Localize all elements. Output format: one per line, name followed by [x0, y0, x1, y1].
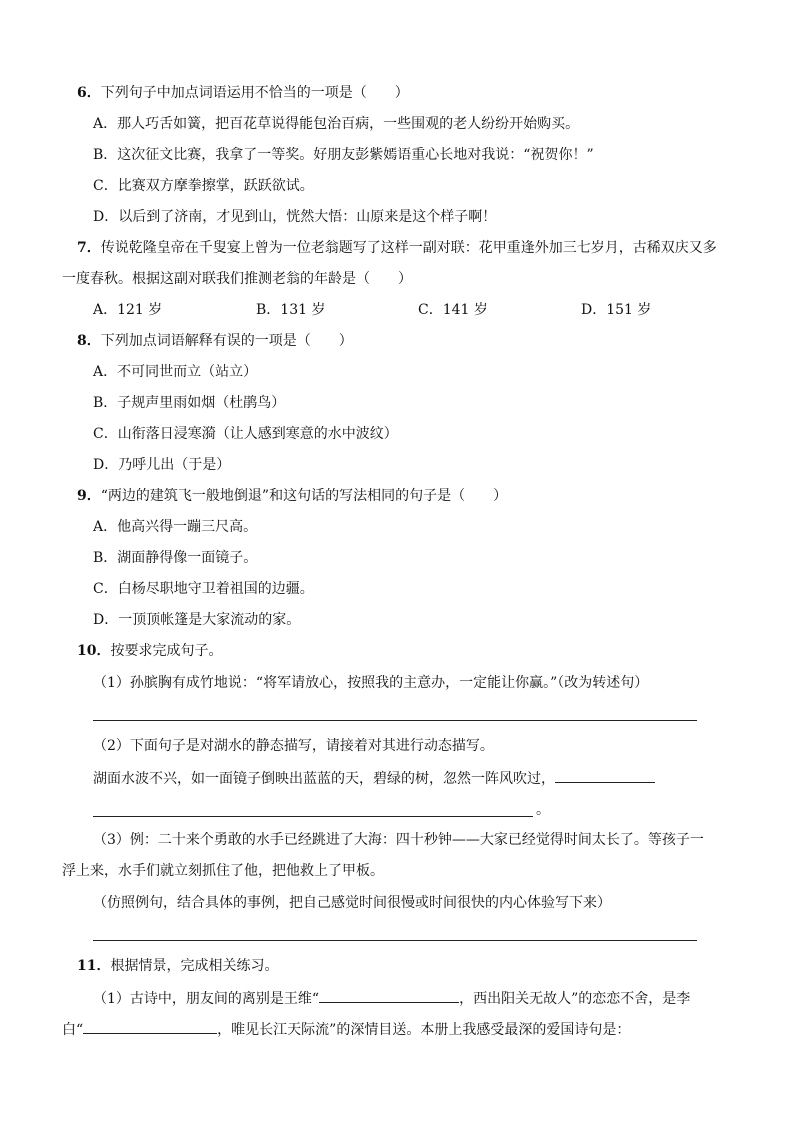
q10-part2-text: [93, 768, 655, 789]
q7-option-a: A．121 岁: [93, 302, 163, 318]
question-stem: “两边的建筑飞一般地倒退”和这句话的写法相同的句子是（ ）: [100, 488, 508, 504]
q11-part1-text-b: ，西出阳关无故人”的恋恋不舍，是李: [459, 991, 691, 1007]
q7-option-c: C．141 岁: [418, 302, 488, 318]
q8-option-d: D．乃呼儿出（于是）: [93, 457, 231, 473]
q10-part2-answer-line[interactable]: [93, 816, 533, 817]
question-stem: 下列加点词语解释有误的一项是（ ）: [100, 333, 353, 349]
q9-option-d: D．一顶顶帐篷是大家流动的家。: [93, 612, 301, 628]
q6-option-a: A．那人巧舌如簧，把百花草说得能包治百病，一些围观的老人纷纷开始购买。: [93, 116, 580, 132]
question-number: 8．: [77, 333, 101, 349]
q6-option-c: C．比赛双方摩拳擦掌，跃跃欲试。: [93, 178, 314, 194]
q10-part3-answer-line[interactable]: [93, 940, 697, 941]
question-number: 6．: [77, 85, 101, 101]
question-11: [77, 956, 278, 976]
q8-option-b: B．子规声里雨如烟（杜鹃鸟）: [93, 395, 286, 411]
q8-option-a: A．不可同世而立（站立）: [93, 364, 258, 380]
q11-part1-text-c: 白“: [62, 1022, 84, 1038]
q6-option-b: B．这次征文比赛，我拿了一等奖。好朋友彭紫嫣语重心长地对我说：“祝贺你！”: [93, 147, 594, 163]
question-number: 10．: [77, 643, 111, 659]
q11-blank-wangwei[interactable]: [319, 988, 459, 1003]
q7-option-b: B．131 岁: [256, 302, 326, 318]
question-10: [77, 641, 222, 661]
q10-part3-instruction: （仿照例句，结合具体的事例，把自己感觉时间很慢或时间很快的内心体验写下来）: [93, 895, 611, 911]
question-7: [77, 238, 717, 258]
question-stem: 按要求完成句子。: [110, 643, 223, 659]
q10-part1-answer-line[interactable]: [93, 720, 697, 721]
q11-part1-line1: [93, 988, 690, 1009]
q11-blank-libai[interactable]: [83, 1019, 217, 1034]
q9-option-b: B．湖面静得像一面镜子。: [93, 550, 258, 566]
q10-part3-line1: （3）例：二十来个勇敢的水手已经跳进了大海：四十秒钟——大家已经觉得时间太长了。等孩子一: [93, 832, 704, 848]
q10-part2-inline-blank[interactable]: [555, 768, 655, 783]
question-stem: 下列句子中加点词语运用不恰当的一项是（ ）: [100, 85, 409, 101]
q10-part3-line2: 浮上来，水手们就立刻抓住了他，把他救上了甲板。: [62, 863, 384, 879]
q10-part2-sentence: 湖面水波不兴，如一面镜子倒映出蓝蓝的天，碧绿的树，忽然一阵风吹过，: [93, 771, 555, 787]
question-number: 9．: [77, 488, 101, 504]
question-8: [77, 331, 353, 351]
q10-part1: （1）孙膑胸有成竹地说：“将军请放心，按照我的主意办，一定能让你赢。”（改为转述句）: [93, 675, 649, 691]
q10-part2-period: 。: [536, 802, 550, 818]
q9-option-a: A．他高兴得一蹦三尺高。: [93, 519, 258, 535]
q6-option-d: D．以后到了济南，才见到山，恍然大悟：山原来是这个样子啊！: [93, 209, 497, 225]
question-stem: 传说乾隆皇帝在千叟宴上曾为一位老翁题写了这样一副对联：花甲重逢外加三七岁月，古稀双庆又多: [100, 240, 717, 256]
q11-part1-text-a: （1）古诗中，朋友间的离别是王维“: [93, 991, 320, 1007]
question-9: [77, 486, 507, 506]
question-6: [77, 83, 409, 103]
question-number: 11．: [77, 958, 111, 974]
question-number: 7．: [77, 240, 101, 256]
q11-part1-text-d: ，唯见长江天际流”的深情目送。本册上我感受最深的爱国诗句是：: [217, 1022, 631, 1038]
q7-stem-line2: 一度春秋。根据这副对联我们推测老翁的年龄是（ ）: [62, 271, 412, 287]
q9-option-c: C．白杨尽职地守卫着祖国的边疆。: [93, 581, 314, 597]
question-stem: 根据情景，完成相关练习。: [110, 958, 279, 974]
q11-part1-line2: [62, 1019, 630, 1040]
q7-option-d: D．151 岁: [581, 302, 652, 318]
q8-option-c: C．山衔落日浸寒漪（让人感到寒意的水中波纹）: [93, 426, 398, 442]
q10-part2: （2）下面句子是对湖水的静态描写，请接着对其进行动态描写。: [93, 738, 494, 754]
